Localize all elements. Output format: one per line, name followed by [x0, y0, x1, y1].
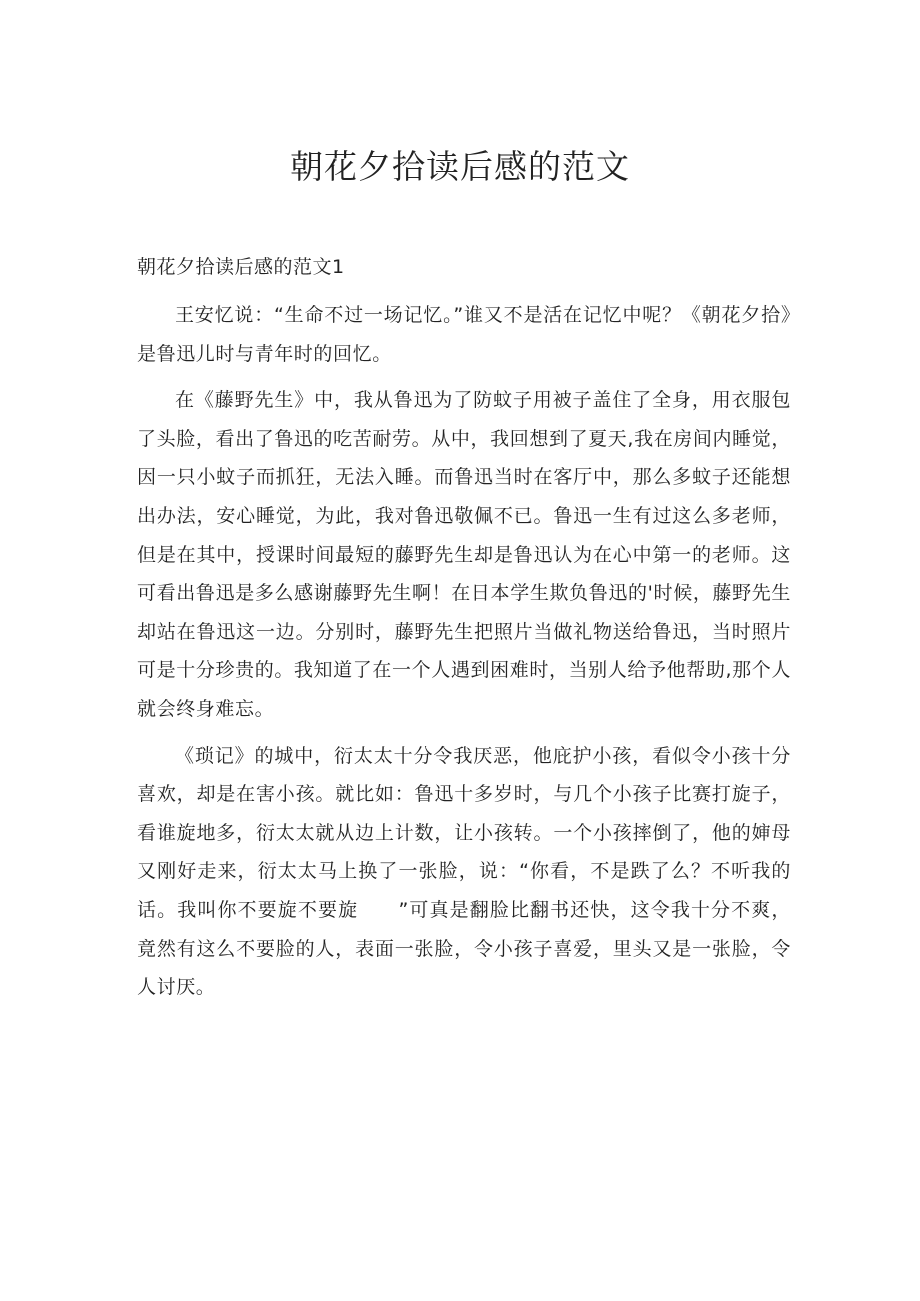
paragraph-1: 王安忆说：“生命不过一场记忆。”谁又不是活在记忆中呢？《朝花夕拾》是鲁迅儿时与青年时的回忆。: [137, 304, 791, 365]
document-body: [137, 296, 791, 1015]
document-title: 朝花夕拾读后感的范文: [290, 147, 630, 186]
paragraph-2: 在《藤野先生》中，我从鲁迅为了防蚊子用被子盖住了全身，用衣服包了头脸，看出了鲁迅的吃苦耐劳。从中，我回想到了夏天,我在房间内睡觉，因一只小蚊子而抓狂，无法入睡。而鲁迅当时在客厅中，那么多蚊子还能想出办法，安心睡觉，为此，我对鲁迅敬佩不已。鲁迅一生有过这么多老师，但是在其中，授课时间最短的藤野先生却是鲁迅认为在心中第一的老师。这可看出鲁迅是多么感谢藤野先生啊！在日本学生欺负鲁迅的'时候，藤野先生却站在鲁迅这一边。分别时，藤野先生把照片当做礼物送给鲁迅，当时照片可是十分珍贵的。我知道了在一个人遇到困难时，当别人给予他帮助,那个人就会终身难忘。: [137, 389, 791, 720]
paragraph-3: 《琐记》的城中，衍太太十分令我厌恶，他庇护小孩，看似令小孩十分喜欢，却是在害小孩。就比如：鲁迅十多岁时，与几个小孩子比赛打旋子，看谁旋地多，衍太太就从边上计数，让小孩转。一个小孩摔倒了，他的婶母又刚好走来，衍太太马上换了一张脸，说：“你看，不是跌了么？不听我的话。我叫你不要旋不要旋 ”可真是翻脸比翻书还快，这令我十分不爽，竟然有这么不要脸的人，表面一张脸，令小孩子喜爱，里头又是一张脸，令人讨厌。: [137, 744, 791, 999]
section-heading: 朝花夕拾读后感的范文1: [137, 256, 345, 278]
